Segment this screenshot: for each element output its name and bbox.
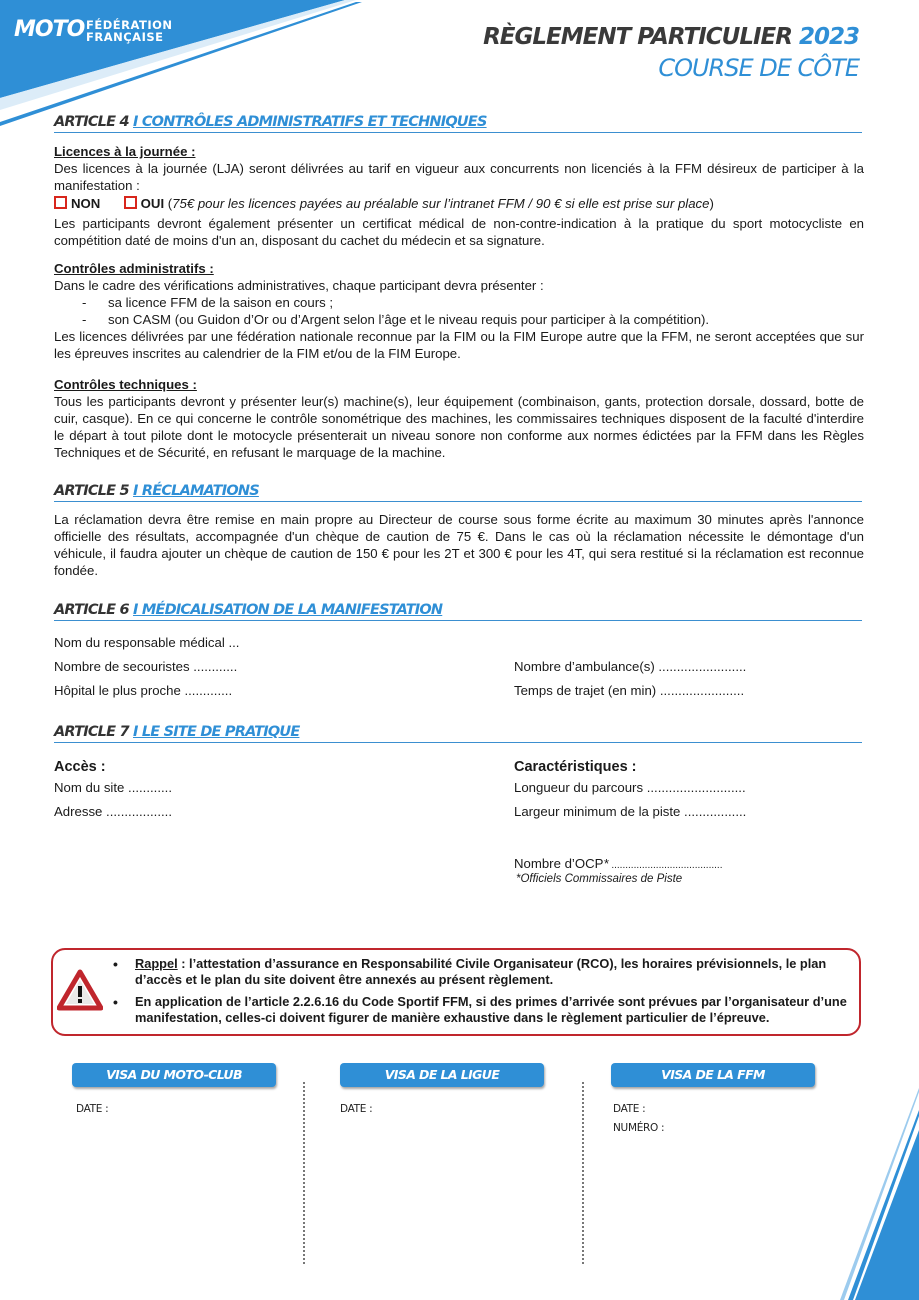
visa-ligue-date-label: DATE : xyxy=(340,1103,373,1115)
visa-ffm-numero-label: NUMÉRO : xyxy=(613,1122,665,1134)
trajet-field: Temps de trajet (en min) ....................... xyxy=(514,683,745,698)
lja-options: NON OUI (75€ pour les licences payées au préalable sur l’intranet FFM / 90 € si elle est prise sur place) xyxy=(54,195,864,212)
reclamations-text: La réclamation devra être remise en main propre au Directeur de course sous forme écrite au maximum 30 minutes après l'annonce officielle des résultats, accompagnée d'un chèque de caution de 75 €. Dans le cas où la réclamation nécessite le démontage d'un véhicule, il faudra ajouter un chèque de caution de 150 € pour les 2T et 300 € pour les 4T, qui sera restitué si la réclamation est reconnue fondée. xyxy=(54,512,864,578)
hopital-field: Hôpital le plus proche ............. xyxy=(54,683,233,698)
admin-fim-text: Les licences délivrées par une fédération nationale reconnue par la FIM ou la FIM Europe autre que la FFM, ne seront acceptées que sur les épreuves inscrites au calendrier de la FIM et/ou de la FIM Europe. xyxy=(54,329,864,361)
non-checkbox[interactable] xyxy=(54,196,67,209)
largeur-field: Largeur minimum de la piste ................. xyxy=(514,804,747,819)
admin-item: - sa licence FFM de la saison en cours ; xyxy=(82,295,334,310)
rappel-item: • En application de l’article 2.2.6.16 du Code Sportif FFM, si des primes d’arrivée sont prévues par l’organisateur d’une manifestation, celles-ci doivent figurer de manière exhaustive dans le règlement particulier de l’épreuve. xyxy=(135,994,851,1026)
page-title: RÈGLEMENT PARTICULIER 2023 xyxy=(483,24,859,50)
licences-section xyxy=(54,143,864,212)
responsable-medical-field: Nom du responsable médical ... xyxy=(54,635,240,650)
article-5-heading: ARTICLE 5 I RÉCLAMATIONS xyxy=(54,482,862,502)
acces-heading: Accès : xyxy=(54,759,106,775)
warning-triangle-icon xyxy=(57,969,103,1011)
nom-site-field: Nom du site ............ xyxy=(54,780,172,795)
licences-heading: Licences à la journée : xyxy=(54,144,196,159)
article-6-heading: ARTICLE 6 I MÉDICALISATION DE LA MANIFESTATION xyxy=(54,601,862,621)
rappel-box xyxy=(51,948,861,1036)
visa-ffm-banner: VISA DE LA FFM xyxy=(611,1063,815,1087)
ocp-field: Nombre d’OCP* ........................................ xyxy=(514,856,723,871)
ocp-note: *Officiels Commissaires de Piste xyxy=(516,873,683,885)
admin-heading: Contrôles administratifs : xyxy=(54,261,214,276)
admin-intro: Dans le cadre des vérifications administratives, chaque participant devra présenter : xyxy=(54,278,544,293)
certificat-text: Les participants devront également présenter un certificat médical de non-contre-indication à la pratique du sport motocycliste en compétition daté de moins d'un an, disposant du cachet du médecin et sa signature. xyxy=(54,216,864,248)
page-subtitle: COURSE DE CÔTE xyxy=(658,54,859,82)
article-4-heading: ARTICLE 4 I CONTRÔLES ADMINISTRATIFS ET TECHNIQUES xyxy=(54,113,862,133)
visa-separator xyxy=(582,1082,584,1264)
tech-section xyxy=(54,376,864,461)
licences-text: Des licences à la journée (LJA) seront délivrées au tarif en vigueur aux concurrents non licenciés à la FFM désireux de participer à la manifestation : xyxy=(54,161,864,193)
tech-heading: Contrôles techniques : xyxy=(54,377,197,392)
visa-ffm-date-label: DATE : xyxy=(613,1103,646,1115)
admin-section xyxy=(54,260,864,362)
visa-moto-club-date-label: DATE : xyxy=(76,1103,109,1115)
visa-moto-club-banner: VISA DU MOTO-CLUB xyxy=(72,1063,276,1087)
longueur-field: Longueur du parcours ........................... xyxy=(514,780,746,795)
oui-checkbox[interactable] xyxy=(124,196,137,209)
caracteristiques-heading: Caractéristiques : xyxy=(514,759,637,775)
visa-ligue-banner: VISA DE LA LIGUE xyxy=(340,1063,544,1087)
admin-item: - son CASM (ou Guidon d’Or ou d’Argent selon l’âge et le niveau requis pour participer à la compétition). xyxy=(82,312,710,327)
article-7-heading: ARTICLE 7 I LE SITE DE PRATIQUE xyxy=(54,723,862,743)
rappel-item: • Rappel : l’attestation d’assurance en Responsabilité Civile Organisateur (RCO), les horaires prévisionnels, le plan d’accès et le plan du site doivent être annexés au présent règlement. xyxy=(135,956,851,988)
moto-logo: MOTO xyxy=(14,17,85,42)
visa-separator xyxy=(303,1082,305,1264)
secouristes-field: Nombre de secouristes ............ xyxy=(54,659,238,674)
federation-logo-text: FÉDÉRATION FRANÇAISE xyxy=(86,18,173,44)
tech-text: Tous les participants devront y présenter leur(s) machine(s), leur équipement (combinaison, gants, protection dorsale, dossard, botte de cuir, casque). En ce qui concerne le contrôle sonométrique des machines, les commissaires techniques disposent de la faculté d'interdire le départ à tout pilote dont le motocycle présenterait un niveau sonore non conforme aux normes édictées par la FFM dans les Règles Techniques et de Sécurité, en refusant le marquage de la machine. xyxy=(54,394,864,460)
adresse-field: Adresse .................. xyxy=(54,804,172,819)
ambulances-field: Nombre d’ambulance(s) ........................ xyxy=(514,659,747,674)
